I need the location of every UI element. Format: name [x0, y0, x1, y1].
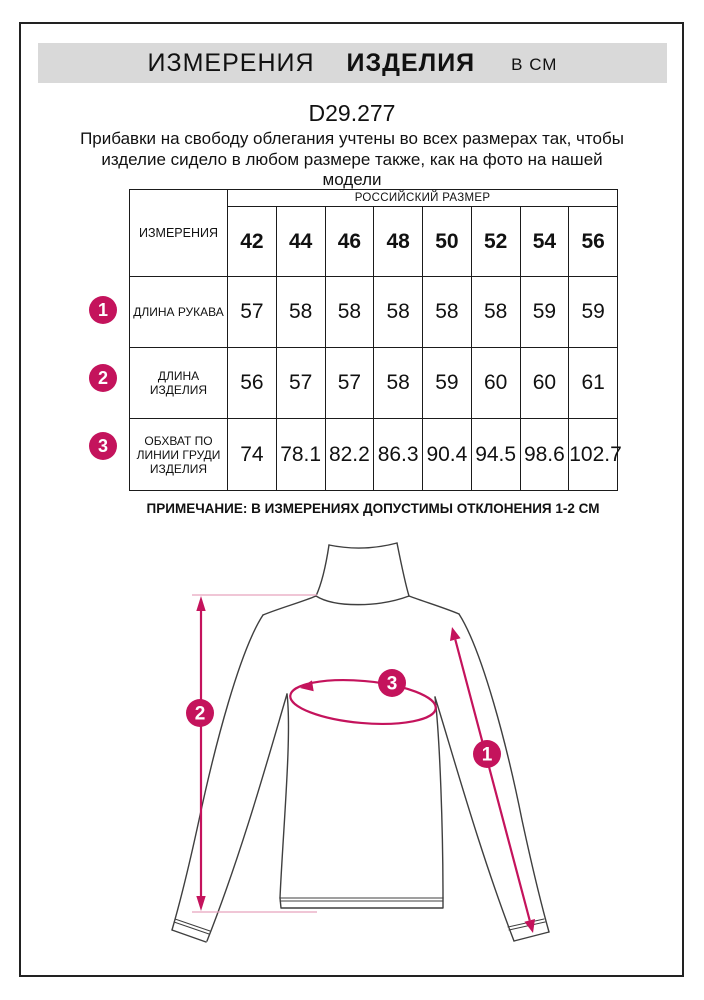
cell-value: 58 [374, 277, 423, 348]
collar-right-edge [397, 543, 409, 596]
fit-description-line1: Прибавки на свободу облегания учтены во всех размерах так, чтобы [80, 129, 624, 148]
row-label-line: ДЛИНА [157, 369, 200, 383]
size-col-44: 44 [276, 207, 325, 277]
sleeve-measure-arrow [450, 627, 535, 933]
cell-value: 98.6 [520, 419, 569, 491]
measure-guide-lines [192, 595, 317, 912]
row-label-line: ЛИНИИ ГРУДИ [136, 447, 221, 462]
size-col-52: 52 [471, 207, 520, 277]
title-word-measurements: ИЗМЕРЕНИЯ [147, 48, 315, 77]
cell-value: 102.7 [569, 419, 618, 491]
cell-value: 58 [423, 277, 472, 348]
article-number: D29.277 [308, 100, 396, 126]
cell-value: 86.3 [374, 419, 423, 491]
row-marker-3: 3 [89, 432, 117, 460]
hem-band [280, 898, 443, 908]
hem-seam [280, 898, 443, 901]
diagram-marker-2-label: 2 [194, 703, 206, 725]
size-col-54: 54 [520, 207, 569, 277]
body-right-side [435, 697, 443, 898]
sleeve-arrowhead-top [450, 627, 461, 641]
length-measure-arrow [196, 596, 205, 911]
title-unit: В СМ [511, 55, 558, 74]
row-marker-1: 1 [89, 296, 117, 324]
diagram-markers [186, 669, 501, 768]
left-sleeve-inner [207, 694, 287, 941]
size-col-42: 42 [228, 207, 277, 277]
cell-value: 57 [325, 348, 374, 419]
tolerance-note: ПРИМЕЧАНИЕ: В ИЗМЕРЕНИЯХ ДОПУСТИМЫ ОТКЛОНЕНИЯ 1-2 СМ [146, 501, 600, 516]
collar-base-seam [316, 596, 409, 605]
cell-value: 56 [228, 348, 277, 419]
left-cuff-end [172, 930, 206, 942]
row-marker-2: 2 [89, 364, 117, 392]
row-label-line: ИЗДЕЛИЯ [149, 461, 208, 476]
cell-value: 60 [471, 348, 520, 419]
cell-value: 74 [228, 419, 277, 491]
cell-value: 57 [228, 277, 277, 348]
right-shoulder [409, 596, 459, 614]
title-word-garment: ИЗДЕЛИЯ [346, 48, 476, 77]
diagram-marker-1-label: 1 [481, 744, 493, 766]
cell-value: 58 [374, 348, 423, 419]
collar-left-edge [316, 545, 329, 596]
body-left-side [280, 694, 288, 898]
cell-value: 59 [569, 277, 618, 348]
left-shoulder [263, 596, 316, 615]
right-cuff-end [514, 932, 549, 941]
collar-top-edge [329, 543, 397, 548]
row-label-line: ДЛИНА РУКАВА [133, 305, 224, 319]
fit-description-line3: модели [322, 170, 382, 189]
size-col-56: 56 [569, 207, 618, 277]
cell-value: 58 [325, 277, 374, 348]
left-cuff-seam [174, 919, 210, 934]
cell-value: 61 [569, 348, 618, 419]
size-col-46: 46 [325, 207, 374, 277]
cell-value: 60 [520, 348, 569, 419]
cell-value: 59 [520, 277, 569, 348]
chest-measure-ellipse [288, 675, 437, 730]
cell-value: 94.5 [471, 419, 520, 491]
size-col-50: 50 [423, 207, 472, 277]
cell-value: 78.1 [276, 419, 325, 491]
cell-value: 58 [276, 277, 325, 348]
row-label-line: ОБХВАТ ПО [144, 433, 213, 448]
cell-value: 82.2 [325, 419, 374, 491]
row-label-line: ИЗДЕЛИЯ [149, 383, 208, 397]
fit-description-line2: изделие сидело в любом размере также, как на фото на нашей [101, 149, 603, 169]
cell-value: 59 [423, 348, 472, 419]
right-sleeve-outer [459, 614, 549, 932]
diagram-marker-3-label: 3 [386, 673, 398, 695]
length-arrowhead-top [196, 596, 205, 611]
cell-value: 58 [471, 277, 520, 348]
cell-value: 90.4 [423, 419, 472, 491]
table-corner-label: ИЗМЕРЕНИЯ [130, 190, 228, 277]
size-col-48: 48 [374, 207, 423, 277]
left-sleeve-outer [172, 615, 263, 930]
table-group-header: РОССИЙСКИЙ РАЗМЕР [228, 190, 618, 207]
length-arrowhead-bottom [196, 896, 205, 911]
cell-value: 57 [276, 348, 325, 419]
